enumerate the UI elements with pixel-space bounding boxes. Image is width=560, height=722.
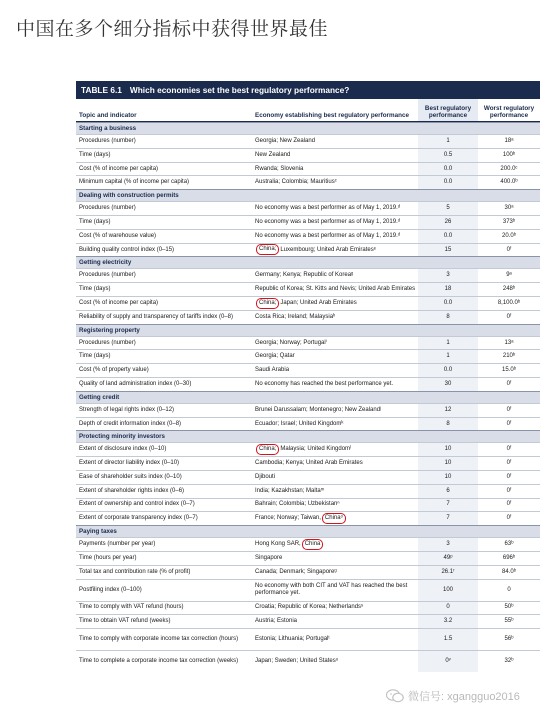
economy-cell: Bahrain; Colombia; Uzbekistanⁿ [252, 498, 418, 512]
table-row [76, 456, 540, 470]
best-value-cell: 1 [418, 336, 478, 350]
best-value-cell: 26 [418, 215, 478, 229]
economy-cell [252, 442, 418, 456]
indicator-cell: Depth of credit information index (0–8) [76, 417, 252, 431]
best-value-cell: 1 [418, 349, 478, 363]
table-row [76, 403, 540, 417]
economy-cell: No economy was a best performer as of May 1, 2019.ᵈ [252, 215, 418, 229]
indicator-cell: Time to comply with VAT refund (hours) [76, 601, 252, 615]
highlight-circle: China; [256, 444, 279, 455]
indicator-cell: Postfiling index (0–100) [76, 579, 252, 601]
economy-cell: Ecuador; Israel; United Kingdomᵏ [252, 417, 418, 431]
section-header: Registering property [76, 324, 540, 336]
table-header [76, 99, 540, 122]
economy-cell: No economy was a best performer as of May 1, 2019.ᵈ [252, 201, 418, 215]
table-title: Which economies set the best regulatory performance? [129, 85, 350, 95]
best-value-cell: 7 [418, 498, 478, 512]
economy-cell: No economy has reached the best performance yet. [252, 377, 418, 391]
best-value-cell: 49ᵖ [418, 551, 478, 565]
best-value-cell: 8 [418, 310, 478, 324]
worst-value-cell: 200.0ᶜ [478, 162, 540, 176]
economy-cell: India; Kazakhstan; Maltaᵐ [252, 484, 418, 498]
watermark [386, 688, 520, 704]
table-row [76, 243, 540, 257]
worst-value-cell: 30ᵃ [478, 201, 540, 215]
economy-cell: Georgia; Qatar [252, 349, 418, 363]
indicator-cell: Extent of shareholder rights index (0–6) [76, 484, 252, 498]
worst-value-cell: 84.0ᵇ [478, 565, 540, 579]
worst-value-cell: 0 [478, 579, 540, 601]
worst-value-cell: 0ᶠ [478, 484, 540, 498]
section-header: Protecting minority investors [76, 430, 540, 442]
worst-value-cell: 400.0ᵇ [478, 175, 540, 189]
section-header: Getting credit [76, 391, 540, 403]
table-row [76, 215, 540, 229]
best-value-cell: 30 [418, 377, 478, 391]
economy-cell: No economy was a best performer as of May 1, 2019.ᵈ [252, 229, 418, 243]
highlight-circle: China; [256, 244, 279, 255]
worst-value-cell: 248ᵇ [478, 282, 540, 296]
best-value-cell: 5 [418, 201, 478, 215]
table-row [76, 268, 540, 282]
indicator-cell: Procedures (number) [76, 134, 252, 148]
best-value-cell: 10 [418, 470, 478, 484]
table-row [76, 336, 540, 350]
table-row [76, 551, 540, 565]
section-header: Dealing with construction permits [76, 189, 540, 201]
best-value-cell: 10 [418, 456, 478, 470]
economy-cell [252, 243, 418, 257]
worst-value-cell: 56ᵇ [478, 628, 540, 650]
economy-cell: Germany; Kenya; Republic of Koreaᵍ [252, 268, 418, 282]
section-header: Starting a business [76, 122, 540, 134]
indicator-cell: Time to complete a corporate income tax correction (weeks) [76, 650, 252, 672]
economy-text: Luxembourg; United Arab Emiratesᵉ [280, 246, 376, 253]
worst-value-cell: 0ᶠ [478, 417, 540, 431]
economy-cell: New Zealand [252, 148, 418, 162]
worst-value-cell: 15.0ᵇ [478, 363, 540, 377]
table-row [76, 310, 540, 324]
indicator-cell: Procedures (number) [76, 268, 252, 282]
indicator-cell: Extent of disclosure index (0–10) [76, 442, 252, 456]
table-row [76, 175, 540, 189]
best-value-cell: 0.0 [418, 363, 478, 377]
economy-cell: Georgia; Norway; Portugalⁱ [252, 336, 418, 350]
best-value-cell: 0.0 [418, 296, 478, 310]
worst-value-cell: 696ᵇ [478, 551, 540, 565]
indicator-cell: Cost (% of property value) [76, 363, 252, 377]
table-row [76, 296, 540, 310]
indicator-cell: Ease of shareholder suits index (0–10) [76, 470, 252, 484]
indicator-cell: Extent of ownership and control index (0–7) [76, 498, 252, 512]
economy-cell: Cambodia; Kenya; United Arab Emirates [252, 456, 418, 470]
worst-value-cell: 0ᶠ [478, 403, 540, 417]
economy-cell: Croatia; Republic of Korea; Netherlandsˢ [252, 601, 418, 615]
col-topic: Topic and indicator [79, 111, 137, 119]
worst-value-cell: 0ᶠ [478, 470, 540, 484]
worst-value-cell: 0ᶠ [478, 377, 540, 391]
economy-cell: Japan; Sweden; United Statesᵘ [252, 650, 418, 672]
regulatory-table [76, 81, 540, 672]
worst-value-cell: 0ᶠ [478, 442, 540, 456]
economy-cell: Canada; Denmark; Singaporeᵍ [252, 565, 418, 579]
best-value-cell: 12 [418, 403, 478, 417]
indicator-cell: Time (days) [76, 349, 252, 363]
worst-value-cell: 20.0ᵇ [478, 229, 540, 243]
economy-cell: Singapore [252, 551, 418, 565]
economy-text: Hong Kong SAR, [255, 541, 301, 548]
economy-cell: Brunei Darussalam; Montenegro; New Zealandʲ [252, 403, 418, 417]
indicator-cell: Extent of corporate transparency index (0–7) [76, 511, 252, 525]
table-row [76, 201, 540, 215]
table-row [76, 484, 540, 498]
best-value-cell: 100 [418, 579, 478, 601]
table-row [76, 470, 540, 484]
table-row [76, 442, 540, 456]
economy-text: France; Norway; Taiwan, [255, 515, 321, 522]
table-row [76, 148, 540, 162]
worst-value-cell: 0ᶠ [478, 498, 540, 512]
table-row [76, 282, 540, 296]
worst-value-cell: 50ᵇ [478, 601, 540, 615]
economy-cell: No economy with both CIT and VAT has reached the best performance yet. [252, 579, 418, 601]
best-value-cell: 8 [418, 417, 478, 431]
worst-value-cell: 13ᵃ [478, 336, 540, 350]
worst-value-cell: 8,100.0ᵇ [478, 296, 540, 310]
best-value-cell: 0 [418, 601, 478, 615]
economy-cell [252, 537, 418, 551]
table-row [76, 537, 540, 551]
worst-value-cell: 100ᵇ [478, 148, 540, 162]
table-row [76, 650, 540, 672]
best-value-cell: 0ᵛ [418, 650, 478, 672]
indicator-cell: Total tax and contribution rate (% of profit) [76, 565, 252, 579]
best-value-cell: 7 [418, 511, 478, 525]
economy-cell [252, 296, 418, 310]
table-row [76, 377, 540, 391]
indicator-cell: Extent of director liability index (0–10) [76, 456, 252, 470]
indicator-cell: Time to comply with corporate income tax correction (hours) [76, 628, 252, 650]
worst-value-cell: 63ᵇ [478, 537, 540, 551]
indicator-cell: Time to obtain VAT refund (weeks) [76, 614, 252, 628]
indicator-cell: Time (hours per year) [76, 551, 252, 565]
best-value-cell: 10 [418, 442, 478, 456]
economy-cell [252, 511, 418, 525]
worst-value-cell: 373ᵇ [478, 215, 540, 229]
table-row [76, 162, 540, 176]
section-header: Getting electricity [76, 256, 540, 268]
best-value-cell: 1 [418, 134, 478, 148]
table-row [76, 363, 540, 377]
economy-text: Japan; United Arab Emirates [280, 299, 357, 306]
worst-value-cell: 32ᵇ [478, 650, 540, 672]
indicator-cell: Time (days) [76, 282, 252, 296]
indicator-cell: Strength of legal rights index (0–12) [76, 403, 252, 417]
highlight-circle: China; [256, 298, 279, 309]
page-heading: 中国在多个细分指标中获得世界最佳 [16, 18, 329, 40]
watermark-text: 微信号: xgangguo2016 [408, 691, 520, 703]
worst-value-cell: 55ᵇ [478, 614, 540, 628]
indicator-cell: Payments (number per year) [76, 537, 252, 551]
worst-value-cell: 0ᶠ [478, 243, 540, 257]
economy-cell: Costa Rica; Ireland; Malaysiaʰ [252, 310, 418, 324]
indicator-cell: Cost (% of income per capita) [76, 296, 252, 310]
highlight-circle: China [302, 539, 324, 550]
table-row [76, 498, 540, 512]
table-row [76, 579, 540, 601]
best-value-cell: 26.1ʳ [418, 565, 478, 579]
col-economy: Economy establishing best regulatory performance [255, 111, 409, 119]
table-number: TABLE 6.1 [81, 85, 122, 95]
best-value-cell: 6 [418, 484, 478, 498]
section-header: Paying taxes [76, 525, 540, 537]
indicator-cell: Cost (% of warehouse value) [76, 229, 252, 243]
economy-cell: Australia; Colombia; Mauritiusᶜ [252, 175, 418, 189]
worst-value-cell: 0ᶠ [478, 456, 540, 470]
indicator-cell: Reliability of supply and transparency of tariffs index (0–8) [76, 310, 252, 324]
table-row [76, 565, 540, 579]
table-row [76, 511, 540, 525]
best-value-cell: 18 [418, 282, 478, 296]
worst-value-cell: 9ᵃ [478, 268, 540, 282]
indicator-cell: Minimum capital (% of income per capita) [76, 175, 252, 189]
economy-cell: Republic of Korea; St. Kitts and Nevis; United Arab Emirates [252, 282, 418, 296]
best-value-cell: 0.5 [418, 148, 478, 162]
col-best: Best regulatory performance [418, 99, 478, 121]
indicator-cell: Time (days) [76, 148, 252, 162]
best-value-cell: 0.0 [418, 229, 478, 243]
economy-cell: Estonia; Lithuania; Portugalᵗ [252, 628, 418, 650]
best-value-cell: 3.2 [418, 614, 478, 628]
economy-cell: Saudi Arabia [252, 363, 418, 377]
col-worst: Worst regulatory performance [483, 104, 535, 119]
table-title-bar [76, 81, 540, 99]
economy-cell: Austria; Estonia [252, 614, 418, 628]
best-value-cell: 0.0 [418, 162, 478, 176]
table-body [76, 122, 540, 672]
worst-value-cell: 0ᶠ [478, 310, 540, 324]
best-value-cell: 15 [418, 243, 478, 257]
economy-text: Malaysia; United Kingdomˡ [280, 446, 351, 453]
table-row [76, 614, 540, 628]
indicator-cell: Quality of land administration index (0–30) [76, 377, 252, 391]
economy-cell: Djibouti [252, 470, 418, 484]
indicator-cell: Procedures (number) [76, 201, 252, 215]
indicator-cell: Cost (% of income per capita) [76, 162, 252, 176]
table-row [76, 229, 540, 243]
economy-cell: Georgia; New Zealand [252, 134, 418, 148]
indicator-cell: Time (days) [76, 215, 252, 229]
indicator-cell: Building quality control index (0–15) [76, 243, 252, 257]
worst-value-cell: 210ᵇ [478, 349, 540, 363]
table-row [76, 628, 540, 650]
worst-value-cell: 0ᶠ [478, 511, 540, 525]
table-row [76, 417, 540, 431]
best-value-cell: 3 [418, 268, 478, 282]
highlight-circle: Chinaᵒ [322, 513, 346, 524]
table-row [76, 601, 540, 615]
best-value-cell: 0.0 [418, 175, 478, 189]
wechat-icon [386, 689, 404, 703]
best-value-cell: 3 [418, 537, 478, 551]
indicator-cell: Procedures (number) [76, 336, 252, 350]
table-row [76, 134, 540, 148]
table-row [76, 349, 540, 363]
best-value-cell: 1.5 [418, 628, 478, 650]
worst-value-cell: 18ᵃ [478, 134, 540, 148]
economy-cell: Rwanda; Slovenia [252, 162, 418, 176]
